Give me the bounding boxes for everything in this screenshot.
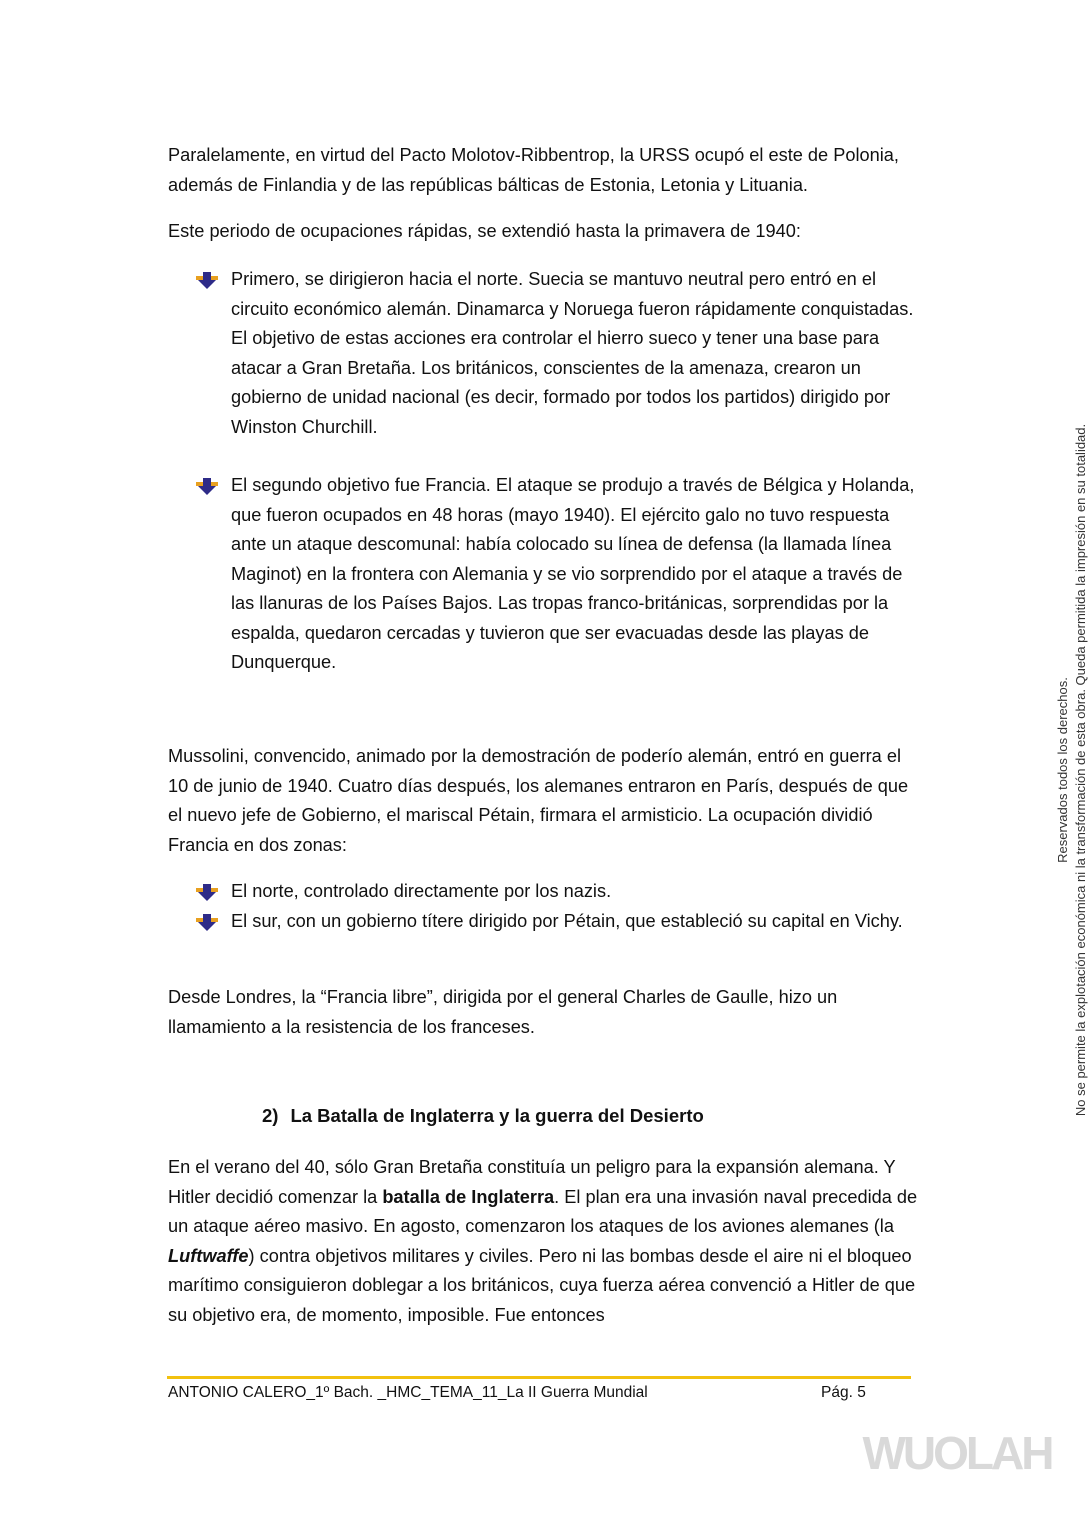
text-run: En el verano del 40, sólo Gran Bretaña constituía un peligro para la expansión alemana. Y Hitler decidió comenzar la: [168, 1157, 896, 1207]
paragraph-periodo: Este periodo de ocupaciones rápidas, se extendió hasta la primavera de 1940:: [168, 221, 801, 241]
paragraph-batalla: [168, 1153, 918, 1330]
arrow-down-bullet-icon: [196, 271, 218, 289]
section-heading: [262, 1105, 704, 1127]
arrow-down-bullet-icon: [196, 913, 218, 931]
bullet-list-zonas: [196, 877, 916, 936]
logo-text: WUOLAH: [862, 1427, 1052, 1479]
list-item: [196, 907, 916, 937]
list-item: [196, 877, 916, 907]
footer-divider: [167, 1376, 911, 1379]
section-number: 2): [262, 1105, 279, 1126]
page-number: Pág. 5: [821, 1384, 866, 1401]
bullet-text: El segundo objetivo fue Francia. El ataque se produjo a través de Bélgica y Holanda, que fueron ocupados en 48 horas (mayo 1940). El ejército galo no tuvo respuesta ante un ataque descomunal: había colocado su línea de defensa (la llamada línea Maginot) en la frontera con Alemania y se vio sorprendido por el ataque a través de las llanuras de los Países Bajos. Las tropas franco-británicas, sorprendidas por la espalda, quedaron cercadas y tuvieron que ser evacuadas desde las playas de Dunquerque.: [231, 475, 915, 672]
arrow-down-bullet-icon: [196, 883, 218, 901]
list-item: [196, 265, 916, 442]
bullet-text: El norte, controlado directamente por los nazis.: [231, 881, 612, 901]
list-item: [196, 471, 916, 678]
side-notice-line2: No se permite la explotación económica ni la transformación de esta obra. Queda permitida la impresión en su totalidad.: [1073, 423, 1088, 1117]
bullet-list-ocupaciones: [196, 265, 916, 678]
text-run: ) contra objetivos militares y civiles. Pero ni las bombas desde el aire ni el bloqueo marítimo consiguieron doblegar a los británicos, cuya fuerza aérea convenció a Hitler de que su objetivo era, de momento, imposible. Fue entonces: [168, 1245, 916, 1325]
bullet-text: Primero, se dirigieron hacia el norte. Suecia se mantuvo neutral pero entró en el circuito económico alemán. Dinamarca y Noruega fueron rápidamente conquistadas. El objetivo de estas acciones era controlar el hierro sueco y tener una base para atacar a Gran Bretaña. Los británicos, conscientes de la amenaza, crearon un gobierno de unidad nacional (es decir, formado por todos los partidos) dirigido por Winston Churchill.: [231, 269, 914, 437]
side-notice-line1: Reservados todos los derechos.: [1055, 677, 1070, 863]
bullet-text: El sur, con un gobierno títere dirigido por Pétain, que estableció su capital en Vichy.: [231, 910, 903, 931]
wuolah-logo: [862, 1425, 1052, 1479]
text-run: . El plan era una invasión naval precedida de un ataque aéreo masivo. En agosto, comenzaron los ataques de los aviones alemanes (la: [168, 1186, 918, 1236]
arrow-down-bullet-icon: [196, 477, 218, 495]
paragraph-francia-libre: Desde Londres, la “Francia libre”, dirigida por el general Charles de Gaulle, hizo un llamamiento a la resistencia de los franceses.: [168, 987, 838, 1037]
paragraph-mussolini: Mussolini, convencido, animado por la demostración de poderío alemán, entró en guerra el 10 de junio de 1940. Cuatro días después, los alemanes entraron en París, después de que el nuevo jefe de Gobierno, el mariscal Pétain, firmara el armisticio. La ocupación dividió Francia en dos zonas:: [168, 746, 909, 855]
paragraph-pacto: Paralelamente, en virtud del Pacto Molotov-Ribbentrop, la URSS ocupó el este de Polonia, además de Finlandia y de las repúblicas bálticas de Estonia, Letonia y Lituania.: [168, 145, 899, 195]
bold-italic-term: Luftwaffe: [168, 1245, 249, 1266]
bold-term: batalla de Inglaterra: [382, 1186, 555, 1207]
footer-title: ANTONIO CALERO_1º Bach. _HMC_TEMA_11_La II Guerra Mundial: [168, 1384, 648, 1401]
section-title: La Batalla de Inglaterra y la guerra del Desierto: [290, 1105, 704, 1126]
